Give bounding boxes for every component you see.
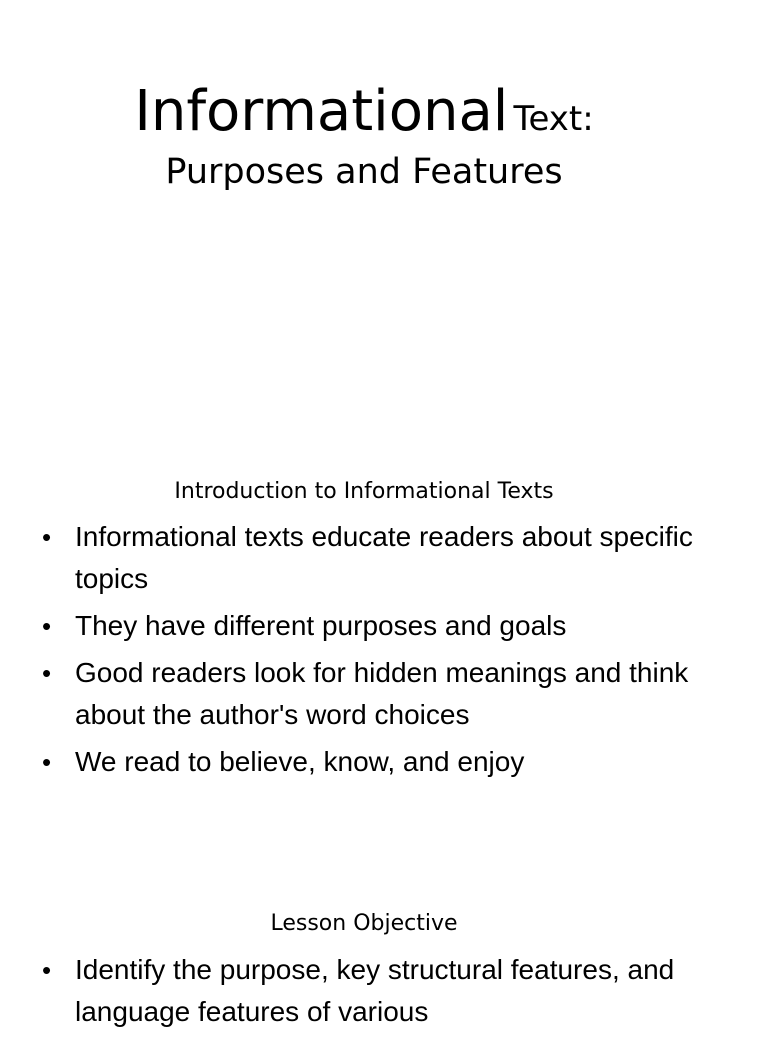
slide-title-main: Informational (134, 79, 509, 144)
slide-subtitle: Purposes and Features (165, 152, 563, 192)
list-item (0, 652, 768, 736)
bullet-icon: • (42, 658, 52, 688)
list-item (0, 516, 768, 600)
list-item (0, 741, 768, 783)
bullet-text: They have different purposes and goals (75, 610, 567, 641)
bullet-list-lesson-objective (0, 949, 768, 1038)
bullet-text: Informational texts educate readers about specific topics (75, 521, 693, 594)
bullet-icon: • (42, 522, 52, 552)
bullet-icon: • (42, 747, 52, 777)
bullet-icon: • (42, 611, 52, 641)
section-heading-lesson-objective: Lesson Objective (270, 911, 458, 936)
bullet-list-introduction (0, 516, 768, 788)
list-item (0, 605, 768, 647)
bullet-text: We read to believe, know, and enjoy (75, 746, 525, 777)
section-heading-introduction: Introduction to Informational Texts (174, 479, 554, 504)
slide-title-suffix: Text: (513, 99, 594, 139)
bullet-text: Identify the purpose, key structural features, and language features of various (75, 954, 675, 1027)
bullet-text: Good readers look for hidden meanings and think about the author's word choices (75, 657, 689, 730)
bullet-icon: • (42, 955, 52, 985)
list-item (0, 949, 768, 1033)
slide-title (0, 79, 728, 144)
